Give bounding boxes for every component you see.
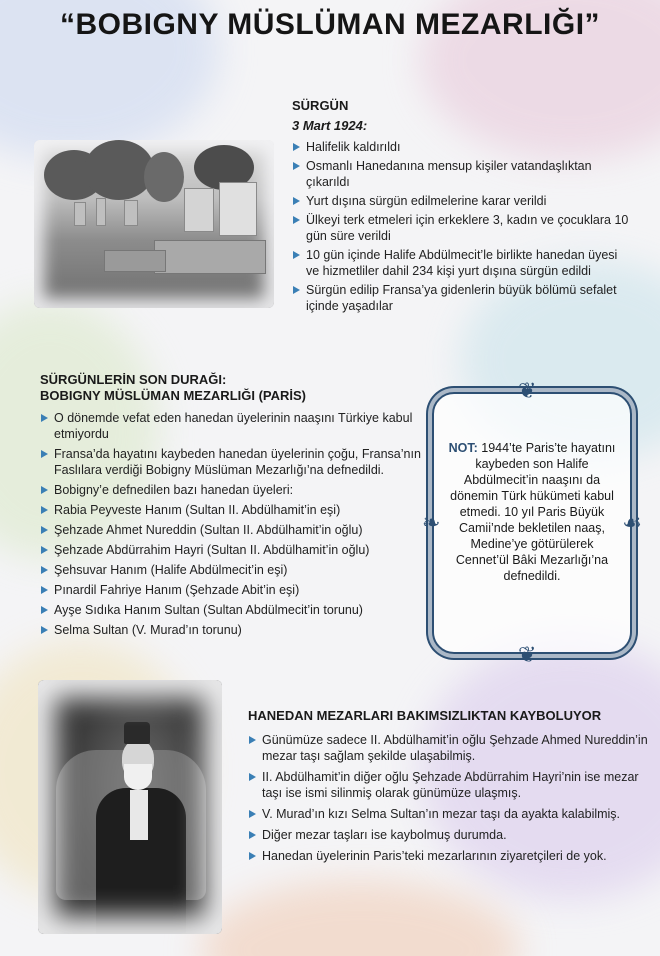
note-body: 1944’te Paris’te hayatını kaybeden son Halife Abdülmecit’in naaşını da dönemin Türk hükümeti kabul etmedi. 10 yıl Paris Büyük Camii’nde bekletilen naaş, Medine’ye götürülerek Cennet’ül Bâki Mezarlığı’na defnedildi. [450,441,616,583]
page-title: “BOBIGNY MÜSLÜMAN MEZARLIĞI” [59,8,601,41]
list-item: Selma Sultan (V. Murad’ın torunu) [40,622,450,638]
last-stop-heading-line2: BOBIGNY MÜSLÜMAN MEZARLIĞI (PARİS) [40,388,307,403]
graves-section [248,708,648,869]
exile-list [292,139,632,314]
list-item: Diğer mezar taşları ise kaybolmuş durumda. [248,827,648,843]
list-item: Günümüze sadece II. Abdülhamit’in oğlu Şehzade Ahmed Nureddin’in mezar taşı sağlam şekilde ulaşabilmiş. [248,732,648,764]
list-item: Ülkeyi terk etmeleri için erkeklere 3, kadın ve çocuklara 10 gün süre verildi [292,212,632,244]
list-item: Şehzade Abdürrahim Hayri (Sultan II. Abdülhamit’in oğlu) [40,542,450,558]
list-item: Rabia Peyveste Hanım (Sultan II. Abdülhamit’in eşi) [40,502,450,518]
list-item: Ayşe Sıdıka Hanım Sultan (Sultan Abdülmecit’in torunu) [40,602,450,618]
list-item: Pınardil Fahriye Hanım (Şehzade Abit’in eşi) [40,582,450,598]
list-item: Bobigny’e defnedilen bazı hanedan üyeleri: [40,482,450,498]
list-item: Şehzade Ahmet Nureddin (Sultan II. Abdülhamit’in oğlu) [40,522,450,538]
exile-heading: SÜRGÜN [292,98,349,113]
ornament-right-icon: ☙ [622,510,642,535]
graves-list [248,732,648,864]
list-item: II. Abdülhamit’in diğer oğlu Şehzade Abdürrahim Hayri’nin ise mezar taşı ise ismi silinmiş olarak günümüze ulaşmış. [248,769,648,801]
note-text [448,440,616,584]
cemetery-photo [34,140,274,308]
list-item: Halifelik kaldırıldı [292,139,632,155]
caliph-portrait-photo [38,680,222,934]
note-box [422,378,642,667]
ornament-left-icon: ❧ [422,510,441,535]
list-item: O dönemde vefat eden hanedan üyelerinin naaşını Türkiye kabul etmiyordu [40,410,450,442]
note-label: NOT: [448,441,478,455]
ornament-bottom-icon: ❦ [518,642,537,667]
list-item: Yurt dışına sürgün edilmelerine karar verildi [292,193,632,209]
list-item: Şehsuvar Hanım (Halife Abdülmecit’in eşi) [40,562,450,578]
exile-date: 3 Mart 1924: [292,118,368,133]
last-stop-list [40,410,450,638]
list-item: Osmanlı Hanedanına mensup kişiler vatandaşlıktan çıkarıldı [292,158,632,190]
graves-heading: HANEDAN MEZARLARI BAKIMSIZLIKTAN KAYBOLUYOR [248,708,602,723]
last-stop-section [40,372,470,642]
list-item: Hanedan üyelerinin Paris’teki mezarlarının ziyaretçileri de yok. [248,848,648,864]
last-stop-heading-line1: SÜRGÜNLERİN SON DURAĞI: [40,372,227,387]
exile-section [292,98,632,317]
list-item: 10 gün içinde Halife Abdülmecit’le birlikte hanedan üyesi ve hizmetliler dahil 234 kişi yurt dışına sürgün edildi [292,247,632,279]
last-stop-heading [40,372,470,404]
list-item: V. Murad’ın kızı Selma Sultan’ın mezar taşı da ayakta kalabilmiş. [248,806,648,822]
ornament-top-icon: ❦ [518,378,537,403]
list-item: Fransa’da hayatını kaybeden hanedan üyelerinin çoğu, Fransa’nın Faslılara verdiği Bobigny Müslüman Mezarlığı’na defnedildi. [40,446,450,478]
list-item: Sürgün edilip Fransa’ya gidenlerin büyük bölümü sefalet içinde yaşadılar [292,282,632,314]
